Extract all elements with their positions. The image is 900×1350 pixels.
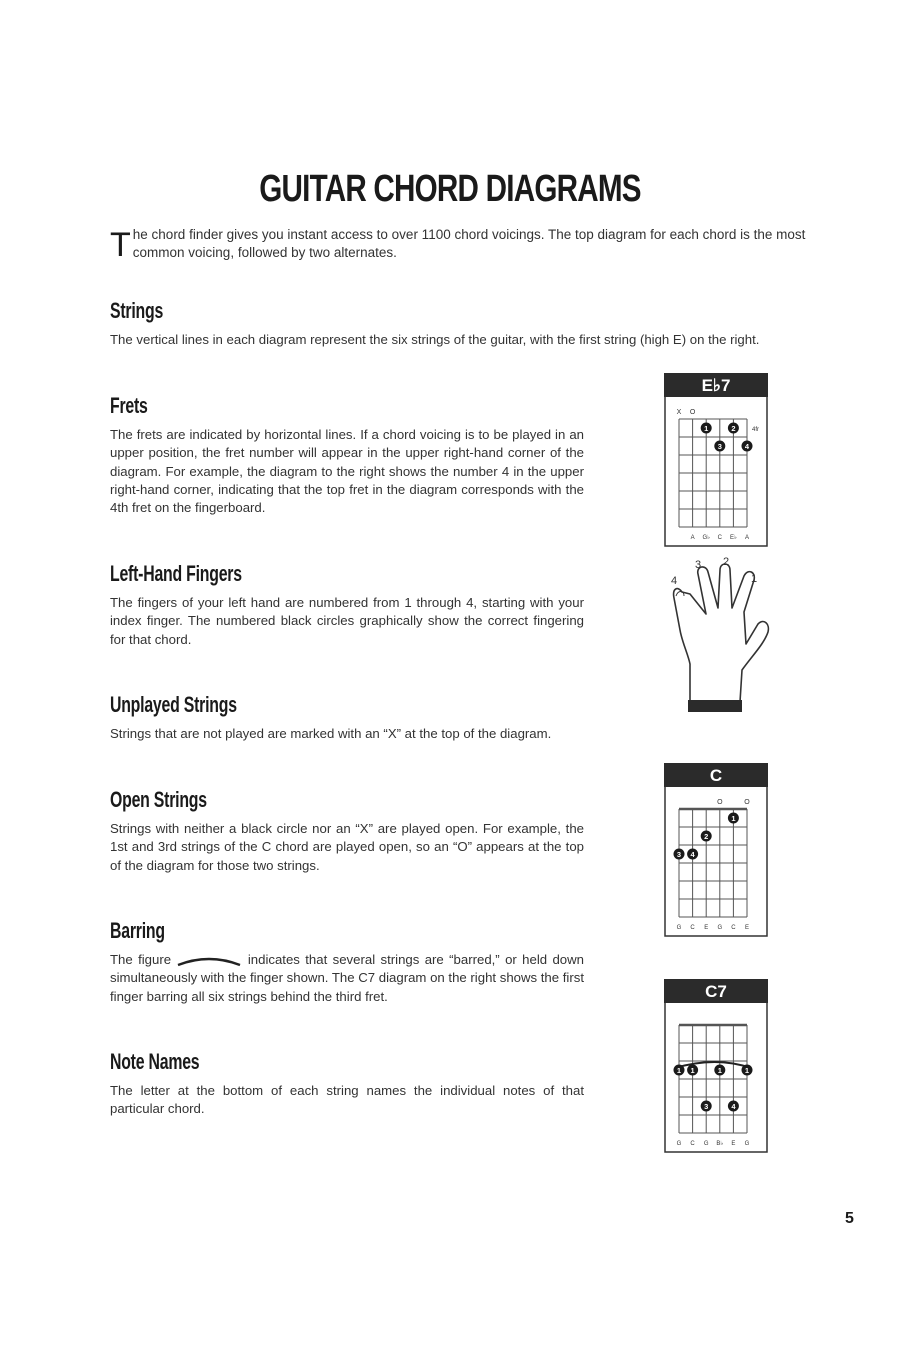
finger-label: 2 bbox=[722, 556, 730, 568]
top-mark: O bbox=[744, 799, 750, 806]
note-name: A bbox=[744, 535, 750, 541]
finger-number: 1 bbox=[717, 1066, 722, 1075]
note-name: G♭ bbox=[702, 535, 710, 541]
chord-name-eb7: E♭7 bbox=[701, 376, 731, 395]
note-name: B♭ bbox=[716, 1141, 724, 1147]
page-number: 5 bbox=[845, 1210, 854, 1227]
section-title-open: Open Strings bbox=[110, 787, 207, 812]
section-title-fingers: Left-Hand Fingers bbox=[110, 561, 242, 586]
finger-number: 2 bbox=[704, 832, 709, 841]
section-body-fingers: The fingers of your left hand are numbered from 1 through 4, starting with your index finger. The numbered black circles graphically show the correct fingering for that chord. bbox=[110, 595, 584, 647]
left-hand-diagram bbox=[660, 552, 776, 720]
note-name: A bbox=[690, 535, 695, 541]
barring-text-post: indicates that several strings are “barred,” or held down simultaneously with the finger shown. The C7 diagram on the right shows the first finger barring all six strings behind the third fret. bbox=[110, 952, 585, 1004]
top-mark: X bbox=[676, 409, 682, 416]
section-title-unplayed: Unplayed Strings bbox=[110, 692, 237, 717]
finger-number: 1 bbox=[676, 1066, 682, 1075]
section-title-frets: Frets bbox=[110, 393, 148, 418]
finger-number: 3 bbox=[704, 1102, 709, 1111]
finger-number: 1 bbox=[690, 1066, 695, 1075]
note-name: E bbox=[731, 1141, 736, 1147]
fret-number-label: 4fr bbox=[752, 427, 760, 433]
note-name: C bbox=[731, 925, 736, 931]
note-name: G bbox=[717, 925, 723, 931]
top-mark: O bbox=[689, 409, 696, 416]
finger-number: 1 bbox=[704, 424, 709, 433]
note-name: C bbox=[717, 535, 722, 541]
finger-number: 4 bbox=[731, 1102, 736, 1111]
top-mark: O bbox=[717, 799, 723, 806]
section-body-notes: The letter at the bottom of each string names the individual notes of that particular chord. bbox=[110, 1083, 584, 1117]
section-body-open: Strings with neither a black circle nor an “X” are played open. For example, the 1st and 3rd strings of the C chord are played open, so an “O” appears at the top of the diagram for those two strings. bbox=[110, 821, 584, 873]
section-title-notes: Note Names bbox=[110, 1049, 200, 1074]
diagram-border bbox=[665, 374, 767, 546]
section-title-strings: Strings bbox=[110, 298, 164, 323]
barring-text-pre: The figure bbox=[110, 952, 172, 967]
note-name: G bbox=[744, 1141, 750, 1147]
intro-dropcap: T bbox=[110, 226, 131, 264]
note-name: G bbox=[676, 925, 682, 931]
section-title-barring: Barring bbox=[110, 918, 165, 943]
finger-number: 1 bbox=[731, 814, 736, 823]
finger-number: 4 bbox=[744, 442, 750, 451]
chord-name-c: C bbox=[709, 766, 723, 785]
note-name: G bbox=[676, 1141, 682, 1147]
note-name: E♭ bbox=[729, 535, 737, 541]
hand-cuff bbox=[688, 700, 742, 712]
finger-number: 2 bbox=[731, 424, 736, 433]
finger-number: 3 bbox=[676, 850, 682, 859]
chord-diagram-c7 bbox=[664, 979, 768, 1153]
section-body-barring bbox=[110, 951, 584, 1006]
intro-paragraph bbox=[110, 226, 810, 262]
note-name: E bbox=[744, 925, 750, 931]
chord-diagram-eb7 bbox=[664, 373, 768, 547]
section-body-unplayed: Strings that are not played are marked with an “X” at the top of the diagram. bbox=[110, 726, 552, 741]
chord-diagram-c bbox=[664, 763, 768, 937]
intro-text: he chord finder gives you instant access to over 1100 chord voicings. The top diagram for each chord is the most common voicing, followed by two alternates. bbox=[132, 227, 806, 260]
finger-label: 4 bbox=[670, 575, 678, 587]
chord-name-c7: C7 bbox=[705, 982, 727, 1001]
finger-number: 3 bbox=[717, 442, 722, 451]
finger-number: 4 bbox=[690, 850, 695, 859]
page-title: GUITAR CHORD DIAGRAMS bbox=[259, 168, 641, 210]
section-body-frets: The frets are indicated by horizontal lines. If a chord voicing is to be played in an upper position, the fret number will appear in the upper right-hand corner of the diagram. For example, the diagram to the right shows the number 4 in the upper right-hand corner, indicating that the top fret in the diagram corresponds with the 4th fret on the fingerboard. bbox=[110, 427, 584, 516]
note-name: C bbox=[690, 1141, 695, 1147]
note-name: G bbox=[703, 1141, 709, 1147]
note-name: E bbox=[704, 925, 709, 931]
finger-number: 1 bbox=[744, 1066, 750, 1075]
barre-arc-icon bbox=[176, 955, 242, 967]
note-name: C bbox=[690, 925, 695, 931]
finger-label: 3 bbox=[694, 559, 702, 571]
section-body-strings: The vertical lines in each diagram represent the six strings of the guitar, with the first string (high E) on the right. bbox=[110, 332, 760, 347]
finger-label: 1 bbox=[750, 573, 758, 585]
